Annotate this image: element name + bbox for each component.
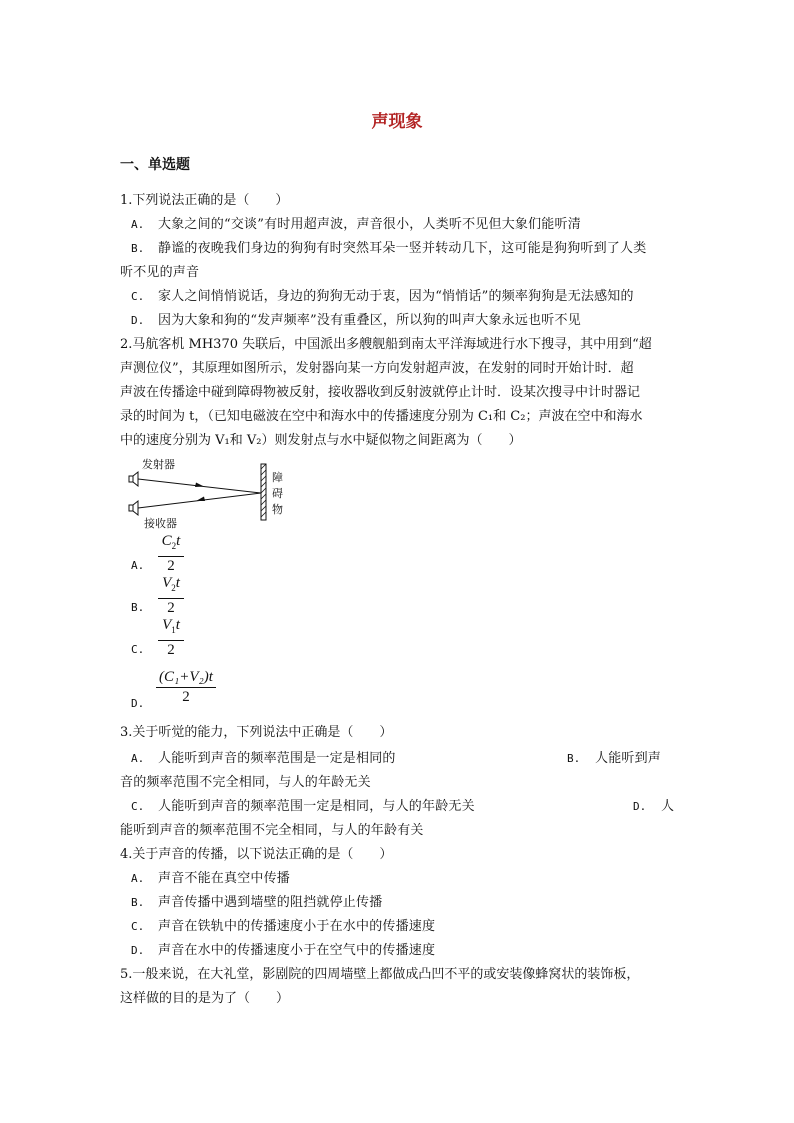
receiver-label: 接收器 (144, 517, 177, 530)
q2-line-4: 录的时间为 t，（已知电磁波在空中和海水中的传播速度分别为 C₁和 C₂；声波在空中和海水 (120, 409, 643, 424)
obstacle-label-3: 物 (272, 503, 283, 516)
q4-option-a-letter: A. (131, 872, 145, 885)
q3-option-b-cont: 音的频率范围不完全相同，与人的年龄无关 (120, 775, 371, 790)
q2-option-b-letter: B. (131, 601, 145, 614)
q4-option-d-letter: D. (131, 944, 145, 957)
obstacle-wall (261, 464, 266, 520)
q1-option-a-text: 大象之间的“交谈”有时用超声波，声音很小，人类听不见但大象们能听清 (158, 217, 581, 232)
q2-line-2: 声测位仪”，其原理如图所示，发射器向某一方向发射超声波，在发射的同时开始计时．超 (120, 361, 634, 376)
reflected-arrow-icon (196, 497, 205, 502)
q2-option-c-fraction: $V_1t$ 2 (158, 617, 184, 659)
q5-line-2: 这样做的目的是为了（ ） (120, 991, 290, 1006)
receiver-speaker-icon (129, 501, 138, 515)
obstacle-label-2: 碍 (272, 487, 283, 500)
page-title: 声现象 (371, 112, 423, 132)
q4-option-c-text: 声音在铁轨中的传播速度小于在水中的传播速度 (158, 919, 436, 934)
q3-option-b-letter: B. (567, 752, 581, 765)
outgoing-arrow-icon (195, 483, 204, 488)
q1-option-c-text: 家人之间悄悄说话，身边的狗狗无动于衷，因为“悄悄话”的频率狗狗是无法感知的 (158, 289, 634, 304)
q4-option-b-text: 声音传播中遇到墙壁的阻挡就停止传播 (158, 895, 383, 910)
q2-option-b-fraction: $V_2t$ 2 (158, 575, 184, 617)
q1-option-a-letter: A. (131, 218, 145, 231)
q1-option-b-cont: 听不见的声音 (120, 265, 200, 280)
q2-option-c-letter: C. (131, 643, 145, 656)
q2-line-1: 2.马航客机 MH370 失联后，中国派出多艘舰船到南太平洋海域进行水下搜寻，其中用到“超 (120, 337, 652, 352)
q4-option-a-text: 声音不能在真空中传播 (158, 871, 291, 886)
q2-option-a-letter: A. (131, 559, 145, 572)
q3-option-a-text: 人能听到声音的频率范围是一定是相同的 (158, 751, 396, 766)
q2-line-5: 中的速度分别为 V₁和 V₂）则发射点与水中疑似物之间距离为（ ） (120, 433, 522, 448)
q3-option-a-letter: A. (131, 752, 145, 765)
q1-option-b-text: 静谧的夜晚我们身边的狗狗有时突然耳朵一竖并转动几下，这可能是狗狗听到了人类 (158, 241, 647, 256)
q2-option-d-letter: D. (131, 697, 145, 710)
sonar-diagram (120, 455, 290, 530)
q1-option-d-letter: D. (131, 314, 145, 327)
q2-line-3: 声波在传播途中碰到障碍物被反射，接收器收到反射波就停止计时．设某次搜寻中计时器记 (120, 385, 641, 400)
emitter-label: 发射器 (142, 458, 175, 471)
q1-option-c-letter: C. (131, 290, 145, 303)
q1-stem: 1.下列说法正确的是（ ） (120, 193, 289, 208)
q4-option-d-text: 声音在水中的传播速度小于在空气中的传播速度 (158, 943, 436, 958)
obstacle-label-1: 障 (272, 471, 283, 484)
q3-option-d-letter: D. (633, 800, 647, 813)
q3-option-c-text: 人能听到声音的频率范围一定是相同，与人的年龄无关 (158, 799, 475, 814)
q4-stem: 4.关于声音的传播，以下说法正确的是（ ） (120, 847, 393, 862)
q5-line-1: 5.一般来说，在大礼堂，影剧院的四周墙壁上都做成凸凹不平的或安装像蜂窝状的装饰板， (120, 967, 640, 982)
q1-option-b-letter: B. (131, 242, 145, 255)
q4-option-b-letter: B. (131, 896, 145, 909)
q3-option-d-text: 人 (661, 799, 675, 814)
q2-option-a-fraction: $C_2t$ 2 (158, 533, 184, 575)
q4-option-c-letter: C. (131, 920, 145, 933)
q3-option-c-letter: C. (131, 800, 145, 813)
q2-option-d-fraction: (C₁+V₂)t 2 (156, 669, 216, 706)
section-heading: 一、单选题 (120, 157, 190, 173)
emitter-speaker-icon (129, 472, 138, 486)
q3-option-d-cont: 能听到声音的频率范围不完全相同，与人的年龄有关 (120, 823, 424, 838)
q3-stem: 3.关于听觉的能力，下列说法中正确是（ ） (120, 725, 393, 740)
q1-option-d-text: 因为大象和狗的“发声频率”没有重叠区，所以狗的叫声大象永远也听不见 (158, 313, 581, 328)
q3-option-b-text: 人能听到声 (595, 751, 662, 766)
